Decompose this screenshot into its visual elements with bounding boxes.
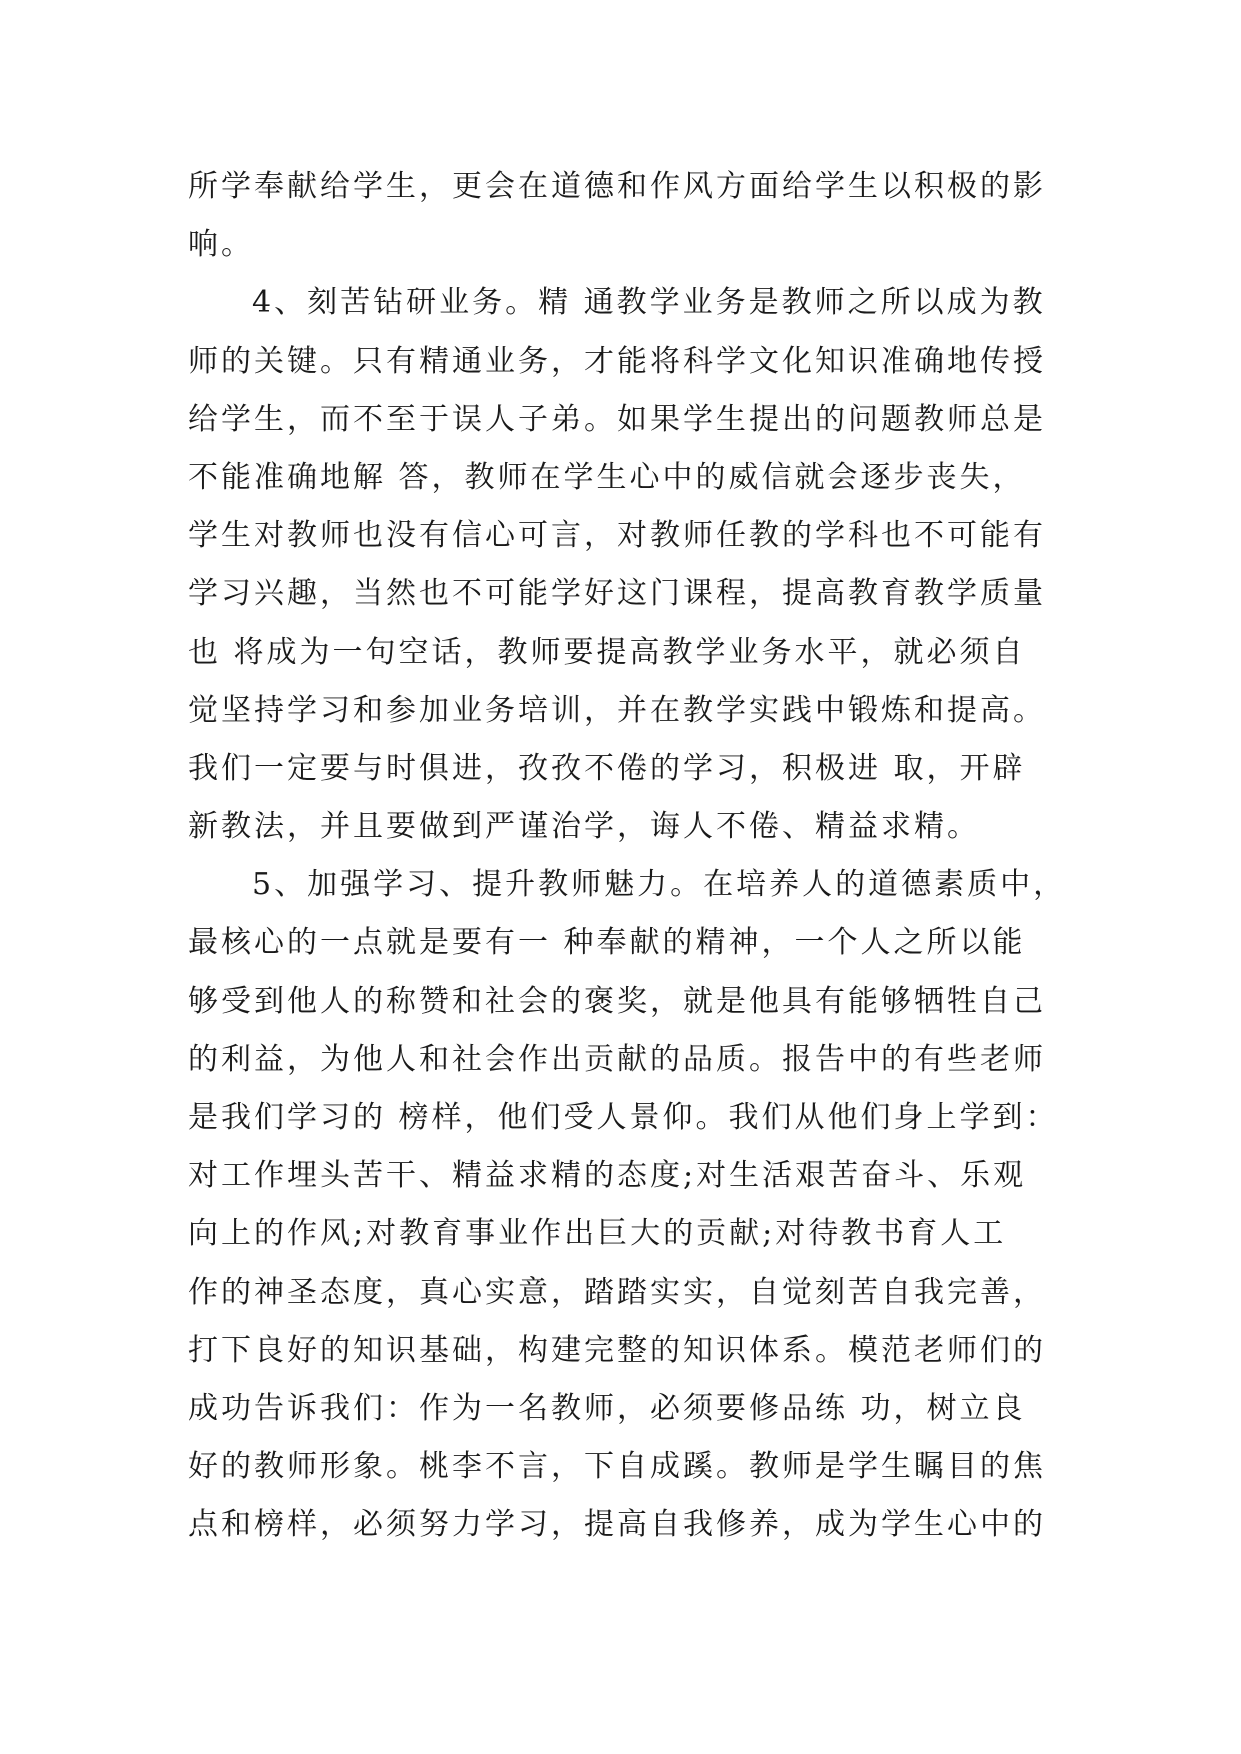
text-line: 我们一定要与时俱进，孜孜不倦的学习，积极进 取，开辟	[188, 750, 1026, 786]
text-line: 点和榜样，必须努力学习，提高自我修养，成为学生心中的	[188, 1507, 1046, 1543]
text-line: 是我们学习的 榜样，他们受人景仰。我们从他们身上学到：	[188, 1100, 1059, 1135]
text-line: 打下良好的知识基础，构建完整的知识体系。模范老师们的	[188, 1332, 1046, 1368]
text-line: 最核心的一点就是要有一 种奉献的精神，一个人之所以能	[188, 925, 1026, 961]
body-text	[188, 158, 1068, 1555]
text-line: 成功告诉我们：作为一名教师，必须要修品练 功，树立良	[188, 1390, 1026, 1426]
text-line: 响。	[188, 227, 254, 263]
text-line: 新教法，并且要做到严谨治学，诲人不倦、精益求精。	[188, 809, 980, 845]
text-line: 学生对教师也没有信心可言，对教师任教的学科也不可能有	[188, 518, 1046, 554]
text-line: 向上的作风;对教育事业作出巨大的贡献;对待教书育人工	[188, 1216, 1007, 1252]
text-line: 所学奉献给学生，更会在道德和作风方面给学生以积极的影	[188, 169, 1046, 204]
text-line: 给学生，而不至于误人子弟。如果学生提出的问题教师总是	[188, 401, 1046, 437]
text-line: 作的神圣态度，真心实意，踏踏实实，自觉刻苦自我完善，	[188, 1274, 1046, 1310]
text-line: 对工作埋头苦干、精益求精的态度;对生活艰苦奋斗、乐观	[188, 1158, 1027, 1194]
text-line: 觉坚持学习和参加业务培训，并在教学实践中锻炼和提高。	[188, 692, 1046, 728]
text-line: 学习兴趣，当然也不可能学好这门课程，提高教育教学质量	[188, 576, 1046, 612]
paragraph-start-line: 4、刻苦钻研业务。精 通教学业务是教师之所以成为教	[252, 285, 1046, 321]
text-line: 的利益，为他人和社会作出贡献的品质。报告中的有些老师	[188, 1041, 1046, 1077]
paragraph-start-line: 5、加强学习、提升教师魅力。在培养人的道德素质中，	[252, 867, 1067, 903]
text-line: 够受到他人的称赞和社会的褒奖，就是他具有能够牺牲自己	[188, 983, 1046, 1019]
text-line: 好的教师形象。桃李不言，下自成蹊。教师是学生瞩目的焦	[188, 1449, 1046, 1485]
text-line: 不能准确地解 答，教师在学生心中的威信就会逐步丧失，	[188, 459, 1026, 495]
text-line: 也 将成为一句空话，教师要提高教学业务水平，就必须自	[188, 634, 1026, 670]
text-line: 师的关键。只有精通业务，才能将科学文化知识准确地传授	[188, 343, 1046, 379]
